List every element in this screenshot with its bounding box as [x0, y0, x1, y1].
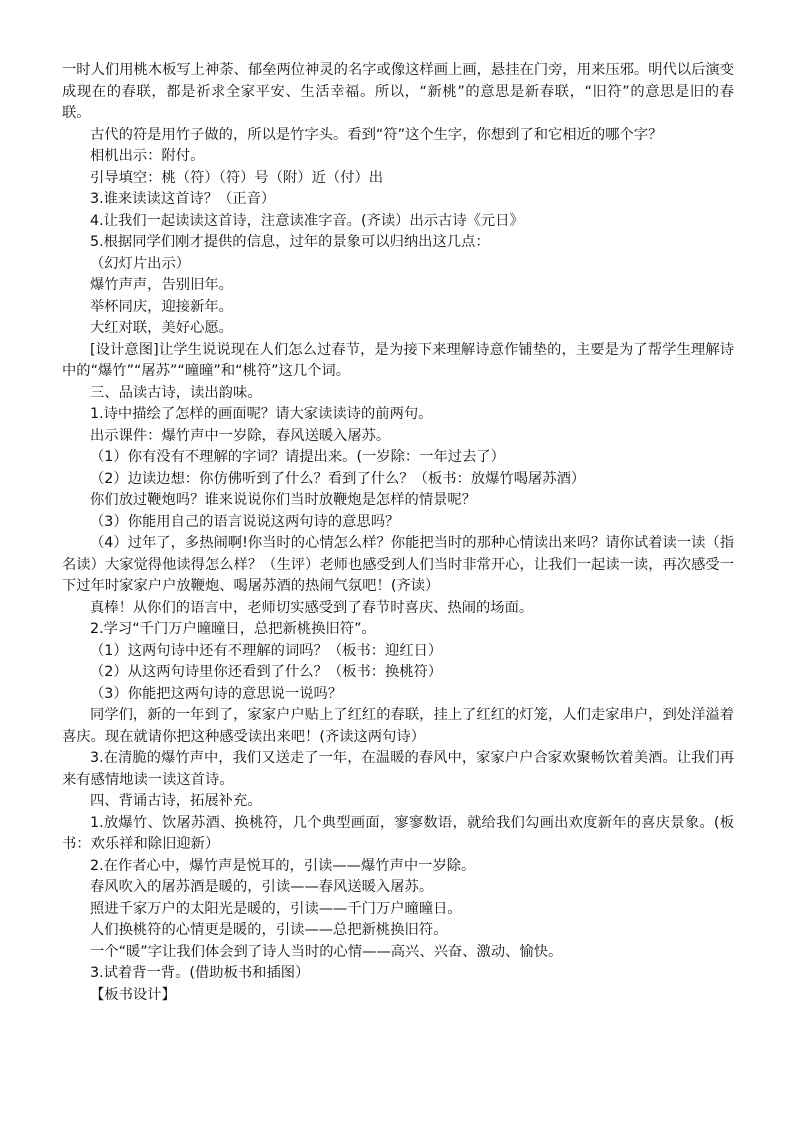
- paragraph-7: 5.根据同学们刚才提供的信息，过年的景象可以归纳出这几点：: [90, 234, 490, 250]
- paragraph-30: 2.在作者心中，爆竹声是悦耳的，引读——爆竹声中一岁除。: [90, 857, 476, 874]
- paragraph-6: 4.让我们一起读读这首诗，注意读准字音。(齐读）出示古诗《元日》: [90, 212, 524, 229]
- paragraph-21: 真棒！从你们的语言中，老师切实感受到了春节时喜庆、热闹的场面。: [90, 599, 534, 616]
- paragraph-28: 四、背诵古诗，拓展补充。: [90, 793, 262, 809]
- paragraph-1: 一时人们用桃木板写上神荼、郁垒两位神灵的名字或像这样画上画，悬挂在门旁，用来压邪。明代以后演变成现在的春联，都是祈求全家平安、生活幸福。所以，“新桃”的意思是新春联，“旧符”的意思是旧的春联。: [62, 62, 734, 121]
- paragraph-9: 爆竹声声，告别旧年。: [90, 277, 233, 293]
- paragraph-2: 古代的符是用竹子做的，所以是竹字头。看到“符”这个生字，你想到了和它相近的哪个字？: [90, 126, 663, 143]
- paragraph-19: （3）你能用自己的语言说说这两句诗的意思吗？: [90, 513, 400, 530]
- paragraph-23: （1）这两句诗中还有不理解的词吗？（板书：迎红日）: [90, 642, 443, 659]
- paragraph-4: 引导填空：桃（符）（符）号（附）近（付）出: [90, 169, 384, 186]
- paragraph-24: （2）从这两句诗里你还看到了什么？（板书：换桃符）: [90, 664, 443, 680]
- paragraph-32: 照进千家万户的太阳光是暖的，引读——千门万户曈曈日。: [90, 900, 462, 917]
- paragraph-35: 3.试着背一背。(借助板书和插图）: [90, 965, 310, 981]
- paragraph-25: （3）你能把这两句诗的意思说一说吗？: [90, 685, 343, 702]
- paragraph-22: 2.学习“千门万户曈曈日，总把新桃换旧符”。: [90, 621, 376, 637]
- paragraph-5: 3.谁来读读这首诗？（正音）: [90, 191, 276, 207]
- paragraph-29: 1.放爆竹、饮屠苏酒、换桃符，几个典型画面，寥寥数语，就给我们勾画出欢度新年的喜庆景象。(板书：欢乐祥和除旧迎新）: [62, 814, 734, 852]
- paragraph-15: 出示课件：爆竹声中一岁除，春风送暖入屠苏。: [90, 427, 391, 444]
- paragraph-16: （1）你有没有不理解的字词？请提出来。(一岁除：一年过去了）: [90, 449, 505, 465]
- paragraph-31: 春风吹入的屠苏酒是暖的，引读——春风送暖入屠苏。: [90, 879, 434, 895]
- paragraph-17: （2）边读边想：你仿佛听到了什么？看到了什么？（板书：放爆竹喝屠苏酒）: [90, 470, 586, 487]
- paragraph-8: （幻灯片出示）: [90, 255, 191, 272]
- paragraph-33: 人们换桃符的心情更是暖的，引读——总把新桃换旧符。: [90, 922, 448, 938]
- paragraph-12: [设计意图]让学生说说现在人们怎么过春节，是为接下来理解诗意作铺垫的，主要是为了帮学生理解诗中的“爆竹”“屠苏”“曈曈”和“桃符”这几个词。: [62, 341, 734, 379]
- paragraph-13: 三、品读古诗，读出韵味。: [90, 384, 262, 401]
- paragraph-34: 一个“暖”字让我们体会到了诗人当时的心情——高兴、兴奋、激动、愉快。: [90, 943, 563, 960]
- paragraph-11: 大红对联，美好心愿。: [90, 320, 233, 336]
- lesson-plan-body: [62, 60, 734, 1006]
- paragraph-10: 举杯同庆，迎接新年。: [90, 298, 233, 315]
- paragraph-36: 【板书设计】: [90, 986, 176, 1003]
- paragraph-20: （4）过年了，多热闹啊!你当时的心情怎么样？你能把当时的那种心情读出来吗？请你试着读一读（指名读）大家觉得他读得怎么样？（生评）老师也感受到人们当时非常开心，让我们一起读一读，再次感受一下过年时家家户户放鞭炮、喝屠苏酒的热闹气氛吧！(齐读）: [62, 535, 734, 594]
- paragraph-27: 3.在清脆的爆竹声中，我们又送走了一年，在温暖的春风中，家家户户合家欢聚畅饮着美酒。让我们再来有感情地读一读这首诗。: [62, 750, 734, 788]
- paragraph-26: 同学们，新的一年到了，家家户户贴上了红红的春联，挂上了红红的灯笼，人们走家串户，到处洋溢着喜庆。现在就请你把这种感受读出来吧！(齐读这两句诗）: [62, 707, 734, 745]
- paragraph-3: 相机出示：附付。: [90, 148, 205, 164]
- paragraph-18: 你们放过鞭炮吗？谁来说说你们当时放鞭炮是怎样的情景呢？: [90, 492, 477, 508]
- paragraph-14: 1.诗中描绘了怎样的画面呢？请大家读读诗的前两句。: [90, 406, 433, 422]
